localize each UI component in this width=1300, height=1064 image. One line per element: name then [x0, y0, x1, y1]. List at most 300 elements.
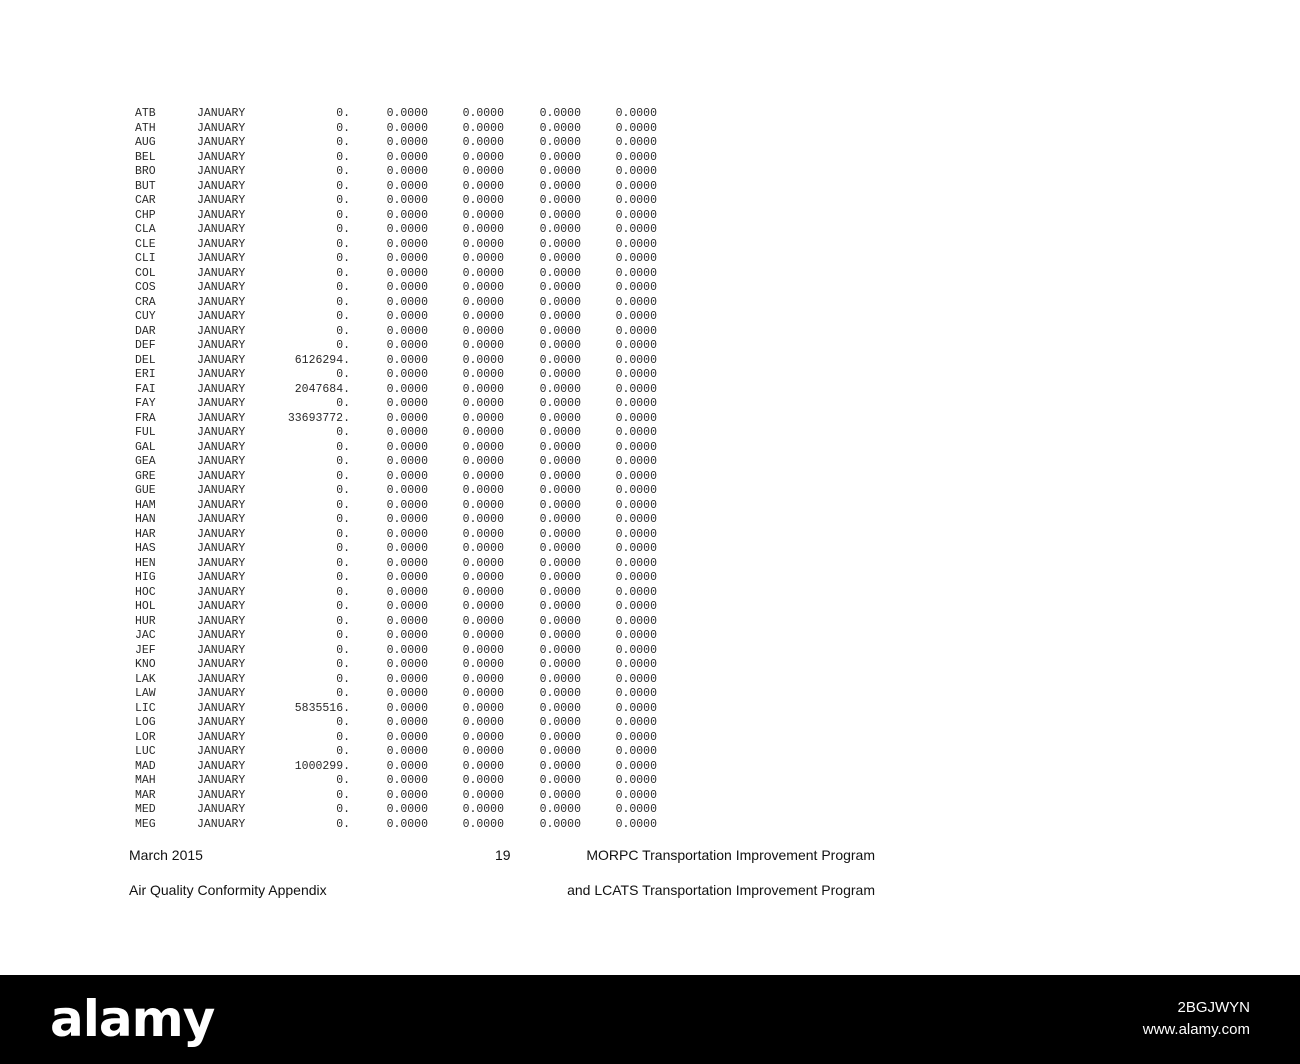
- table-cell: 0.0000: [462, 368, 504, 381]
- table-cell: 0.0000: [539, 281, 581, 294]
- table-cell: 0.0000: [462, 455, 504, 468]
- table-cell: 0.0000: [386, 397, 428, 410]
- table-row: [128, 339, 657, 354]
- table-cell: HIG: [135, 571, 156, 584]
- table-cell: 0.0000: [462, 121, 504, 135]
- watermark-logo: alamy: [50, 990, 215, 1048]
- table-cell: CLA: [135, 223, 156, 236]
- table-row: [128, 165, 657, 180]
- table-row: [128, 209, 657, 224]
- table-cell: LAK: [135, 672, 156, 686]
- table-cell: 0.0000: [615, 179, 657, 193]
- table-cell: 0.0000: [462, 107, 504, 120]
- table-cell: 0.: [336, 397, 350, 410]
- table-row: [128, 484, 657, 499]
- table-cell: 6126294.: [294, 353, 350, 367]
- table-cell: 0.0000: [539, 469, 581, 483]
- table-cell: 0.0000: [615, 223, 657, 236]
- table-cell: 0.0000: [386, 310, 428, 323]
- table-cell: 0.0000: [615, 571, 657, 584]
- table-cell: JANUARY: [197, 281, 246, 294]
- table-cell: 0.0000: [386, 281, 428, 294]
- table-row: [128, 194, 657, 209]
- table-cell: 2047684.: [294, 382, 350, 396]
- table-cell: 0.0000: [386, 252, 428, 265]
- table-cell: 0.0000: [386, 426, 428, 439]
- table-cell: 0.: [336, 614, 350, 628]
- table-row: [128, 760, 657, 775]
- table-cell: 0.0000: [539, 687, 581, 700]
- table-cell: 0.0000: [386, 150, 428, 164]
- table-cell: 0.0000: [615, 513, 657, 526]
- table-row: [128, 368, 657, 383]
- table-row: [128, 774, 657, 789]
- table-cell: JANUARY: [197, 107, 246, 120]
- table-cell: 0.0000: [539, 397, 581, 410]
- table-cell: JANUARY: [197, 440, 246, 454]
- table-cell: 0.0000: [539, 179, 581, 193]
- table-cell: JANUARY: [197, 571, 246, 584]
- table-cell: 0.0000: [615, 136, 657, 149]
- table-cell: 0.0000: [615, 281, 657, 294]
- table-cell: MEG: [135, 817, 156, 831]
- table-cell: 0.0000: [615, 455, 657, 468]
- table-cell: 0.0000: [386, 687, 428, 700]
- table-cell: CUY: [135, 310, 156, 323]
- table-cell: 0.: [336, 136, 350, 149]
- table-cell: 0.0000: [615, 324, 657, 338]
- table-cell: 0.0000: [539, 600, 581, 613]
- table-cell: 0.0000: [462, 266, 504, 280]
- table-cell: MAH: [135, 774, 156, 787]
- table-cell: 0.0000: [615, 368, 657, 381]
- table-cell: HAM: [135, 498, 156, 512]
- table-cell: 0.0000: [386, 542, 428, 555]
- table-row: [128, 397, 657, 412]
- table-cell: LUC: [135, 745, 156, 758]
- table-cell: 0.0000: [615, 295, 657, 309]
- table-cell: 0.0000: [462, 759, 504, 773]
- table-cell: JANUARY: [197, 397, 246, 410]
- table-cell: 0.0000: [462, 498, 504, 512]
- table-cell: JANUARY: [197, 701, 246, 715]
- table-cell: JANUARY: [197, 179, 246, 193]
- table-cell: 0.0000: [386, 295, 428, 309]
- table-cell: 0.0000: [615, 411, 657, 425]
- table-cell: 0.0000: [462, 382, 504, 396]
- table-cell: 0.0000: [462, 527, 504, 541]
- table-cell: BUT: [135, 179, 156, 193]
- table-row: [128, 803, 657, 818]
- table-cell: HOL: [135, 600, 156, 613]
- table-cell: 0.0000: [615, 310, 657, 323]
- table-cell: 0.0000: [539, 484, 581, 497]
- table-row: [128, 412, 657, 427]
- table-cell: 0.0000: [539, 440, 581, 454]
- table-cell: JANUARY: [197, 121, 246, 135]
- table-cell: 1000299.: [294, 759, 350, 773]
- table-cell: 0.: [336, 803, 350, 816]
- table-cell: JANUARY: [197, 208, 246, 222]
- table-cell: 0.: [336, 179, 350, 193]
- table-cell: 0.: [336, 266, 350, 280]
- table-cell: 0.: [336, 440, 350, 454]
- table-cell: LOR: [135, 730, 156, 744]
- table-cell: 0.0000: [539, 817, 581, 831]
- table-cell: 0.0000: [386, 440, 428, 454]
- footer-date: March 2015: [129, 847, 203, 863]
- table-row: [128, 513, 657, 528]
- table-cell: 0.0000: [462, 469, 504, 483]
- table-cell: 0.0000: [539, 774, 581, 787]
- table-cell: JANUARY: [197, 498, 246, 512]
- table-cell: 0.0000: [462, 281, 504, 294]
- table-cell: GAL: [135, 440, 156, 454]
- table-cell: 0.0000: [539, 643, 581, 657]
- table-cell: 0.0000: [615, 397, 657, 410]
- table-cell: ATH: [135, 121, 156, 135]
- table-row: [128, 296, 657, 311]
- table-row: [128, 310, 657, 325]
- table-cell: JANUARY: [197, 817, 246, 831]
- table-row: [128, 252, 657, 267]
- table-cell: JANUARY: [197, 600, 246, 613]
- table-cell: DAR: [135, 324, 156, 338]
- table-cell: 0.0000: [386, 455, 428, 468]
- table-cell: 0.0000: [615, 527, 657, 541]
- table-cell: HAR: [135, 527, 156, 541]
- table-cell: GUE: [135, 484, 156, 497]
- table-cell: 0.0000: [539, 324, 581, 338]
- table-cell: 0.0000: [462, 585, 504, 599]
- table-cell: 0.0000: [386, 469, 428, 483]
- table-cell: 0.0000: [539, 411, 581, 425]
- table-cell: 0.0000: [462, 817, 504, 831]
- table-cell: 0.0000: [539, 759, 581, 773]
- table-row: [128, 281, 657, 296]
- table-cell: 0.0000: [615, 803, 657, 816]
- table-cell: 0.0000: [462, 614, 504, 628]
- table-cell: 0.0000: [615, 165, 657, 178]
- table-cell: 0.0000: [462, 252, 504, 265]
- table-cell: 0.0000: [386, 803, 428, 816]
- table-cell: 0.0000: [615, 658, 657, 671]
- table-cell: 0.0000: [386, 266, 428, 280]
- table-cell: 0.0000: [539, 542, 581, 555]
- table-row: [128, 557, 657, 572]
- table-cell: 0.0000: [615, 672, 657, 686]
- table-cell: 0.0000: [462, 397, 504, 410]
- table-cell: 0.0000: [386, 614, 428, 628]
- table-cell: 0.0000: [462, 513, 504, 526]
- table-cell: 0.: [336, 426, 350, 439]
- table-cell: 0.0000: [462, 353, 504, 367]
- table-cell: 0.: [336, 252, 350, 265]
- table-cell: 0.0000: [386, 339, 428, 352]
- table-row: [128, 615, 657, 630]
- table-cell: 0.: [336, 469, 350, 483]
- table-cell: 0.0000: [539, 208, 581, 222]
- table-row: [128, 542, 657, 557]
- table-cell: 0.0000: [539, 629, 581, 642]
- table-cell: 0.0000: [615, 542, 657, 555]
- table-cell: 0.: [336, 817, 350, 831]
- table-cell: KNO: [135, 658, 156, 671]
- table-cell: 0.0000: [386, 730, 428, 744]
- table-cell: 0.0000: [539, 658, 581, 671]
- table-cell: 0.0000: [615, 788, 657, 802]
- watermark-site: www.alamy.com: [1142, 1021, 1250, 1038]
- table-cell: 0.0000: [615, 339, 657, 352]
- table-row: [128, 687, 657, 702]
- table-cell: 0.0000: [462, 542, 504, 555]
- table-cell: 0.0000: [539, 730, 581, 744]
- table-cell: JANUARY: [197, 542, 246, 555]
- table-cell: JANUARY: [197, 745, 246, 758]
- table-cell: 0.0000: [462, 788, 504, 802]
- table-cell: DEL: [135, 353, 156, 367]
- table-cell: 0.: [336, 745, 350, 758]
- table-cell: HEN: [135, 556, 156, 570]
- table-cell: JANUARY: [197, 556, 246, 570]
- table-cell: 0.0000: [462, 745, 504, 758]
- table-cell: 0.0000: [462, 310, 504, 323]
- table-cell: 0.: [336, 774, 350, 787]
- table-cell: JANUARY: [197, 455, 246, 468]
- table-cell: 0.0000: [386, 745, 428, 758]
- table-cell: HOC: [135, 585, 156, 599]
- footer-program-subtitle: and LCATS Transportation Improvement Program: [567, 882, 875, 898]
- table-row: [128, 180, 657, 195]
- table-cell: 0.0000: [615, 107, 657, 120]
- table-cell: GEA: [135, 455, 156, 468]
- table-cell: JANUARY: [197, 527, 246, 541]
- table-cell: AUG: [135, 136, 156, 149]
- table-cell: JANUARY: [197, 237, 246, 251]
- table-cell: 0.: [336, 643, 350, 657]
- table-cell: LOG: [135, 716, 156, 729]
- table-cell: 0.0000: [462, 324, 504, 338]
- table-body: [128, 107, 657, 832]
- table-cell: 0.0000: [615, 774, 657, 787]
- table-cell: 0.0000: [539, 672, 581, 686]
- table-cell: JANUARY: [197, 788, 246, 802]
- table-cell: 0.: [336, 194, 350, 207]
- table-cell: 0.0000: [462, 208, 504, 222]
- table-cell: 0.: [336, 600, 350, 613]
- table-cell: 0.0000: [615, 643, 657, 657]
- table-cell: 0.0000: [386, 788, 428, 802]
- table-cell: JANUARY: [197, 658, 246, 671]
- table-cell: DEF: [135, 339, 156, 352]
- table-cell: JEF: [135, 643, 156, 657]
- table-cell: 0.0000: [386, 600, 428, 613]
- table-cell: 0.0000: [539, 295, 581, 309]
- table-cell: LIC: [135, 701, 156, 715]
- table-cell: JANUARY: [197, 730, 246, 744]
- table-cell: HAS: [135, 542, 156, 555]
- table-row: [128, 223, 657, 238]
- table-cell: 0.0000: [386, 121, 428, 135]
- table-row: [128, 151, 657, 166]
- table-cell: 0.0000: [615, 585, 657, 599]
- table-cell: 0.0000: [615, 498, 657, 512]
- table-cell: JANUARY: [197, 324, 246, 338]
- table-cell: 0.: [336, 281, 350, 294]
- table-cell: 0.: [336, 150, 350, 164]
- table-cell: 0.0000: [615, 237, 657, 251]
- table-row: [128, 818, 657, 833]
- table-cell: 0.0000: [462, 556, 504, 570]
- table-cell: 0.0000: [539, 556, 581, 570]
- table-cell: 0.0000: [539, 223, 581, 236]
- table-cell: JANUARY: [197, 687, 246, 700]
- table-cell: 0.0000: [539, 513, 581, 526]
- table-cell: 0.: [336, 556, 350, 570]
- table-row: [128, 267, 657, 282]
- table-row: [128, 731, 657, 746]
- table-cell: JANUARY: [197, 803, 246, 816]
- table-row: [128, 470, 657, 485]
- table-cell: 0.0000: [539, 353, 581, 367]
- table-cell: 0.0000: [615, 266, 657, 280]
- table-cell: 0.0000: [386, 585, 428, 599]
- table-cell: MAR: [135, 788, 156, 802]
- table-cell: 0.0000: [462, 774, 504, 787]
- table-cell: 0.0000: [462, 672, 504, 686]
- table-cell: JANUARY: [197, 136, 246, 149]
- table-cell: 0.0000: [462, 136, 504, 149]
- table-cell: 0.0000: [386, 194, 428, 207]
- table-cell: 0.0000: [539, 194, 581, 207]
- table-row: [128, 136, 657, 151]
- footer-program-title: MORPC Transportation Improvement Program: [586, 847, 875, 863]
- table-cell: JANUARY: [197, 223, 246, 236]
- table-cell: 0.0000: [386, 629, 428, 642]
- table-cell: JANUARY: [197, 629, 246, 642]
- table-cell: 0.: [336, 658, 350, 671]
- table-cell: JANUARY: [197, 411, 246, 425]
- table-cell: 0.0000: [462, 295, 504, 309]
- table-cell: JANUARY: [197, 266, 246, 280]
- table-cell: 0.: [336, 223, 350, 236]
- table-cell: 0.0000: [539, 107, 581, 120]
- table-row: [128, 441, 657, 456]
- table-cell: 0.: [336, 237, 350, 251]
- table-cell: 0.0000: [539, 426, 581, 439]
- table-cell: 0.: [336, 339, 350, 352]
- table-cell: 0.0000: [615, 382, 657, 396]
- table-cell: 0.0000: [462, 440, 504, 454]
- table-cell: 0.0000: [462, 730, 504, 744]
- footer-appendix-title: Air Quality Conformity Appendix: [129, 882, 327, 898]
- table-cell: CRA: [135, 295, 156, 309]
- table-cell: 0.0000: [539, 121, 581, 135]
- table-cell: 0.: [336, 788, 350, 802]
- table-cell: MAD: [135, 759, 156, 773]
- table-cell: 0.0000: [539, 527, 581, 541]
- table-cell: 0.0000: [539, 382, 581, 396]
- table-cell: 0.: [336, 585, 350, 599]
- table-cell: 0.0000: [539, 585, 581, 599]
- table-cell: 0.: [336, 498, 350, 512]
- table-cell: 0.0000: [615, 121, 657, 135]
- table-cell: 0.0000: [615, 469, 657, 483]
- emissions-data-table: [128, 107, 657, 832]
- table-cell: 0.0000: [386, 701, 428, 715]
- table-cell: 0.: [336, 165, 350, 178]
- table-cell: 0.: [336, 295, 350, 309]
- table-cell: JANUARY: [197, 382, 246, 396]
- table-cell: JANUARY: [197, 150, 246, 164]
- table-cell: FUL: [135, 426, 156, 439]
- table-cell: 0.0000: [462, 237, 504, 251]
- table-cell: FAI: [135, 382, 156, 396]
- table-row: [128, 745, 657, 760]
- table-cell: 0.0000: [386, 165, 428, 178]
- table-cell: JANUARY: [197, 469, 246, 483]
- table-cell: 0.0000: [615, 208, 657, 222]
- table-cell: 0.0000: [615, 150, 657, 164]
- table-cell: 0.0000: [615, 353, 657, 367]
- table-cell: 0.0000: [386, 513, 428, 526]
- table-cell: 0.0000: [615, 716, 657, 729]
- table-cell: 0.0000: [386, 484, 428, 497]
- table-cell: 0.0000: [462, 600, 504, 613]
- table-cell: 0.: [336, 484, 350, 497]
- table-cell: COL: [135, 266, 156, 280]
- table-cell: LAW: [135, 687, 156, 700]
- table-cell: 0.0000: [539, 803, 581, 816]
- table-row: [128, 716, 657, 731]
- table-cell: 0.0000: [386, 643, 428, 657]
- table-cell: 0.0000: [386, 774, 428, 787]
- table-row: [128, 107, 657, 122]
- table-cell: CLI: [135, 252, 156, 265]
- watermark-image-id: 2BGJWYN: [1177, 999, 1250, 1016]
- table-cell: 0.0000: [539, 498, 581, 512]
- table-cell: 0.0000: [462, 687, 504, 700]
- table-cell: HAN: [135, 513, 156, 526]
- table-cell: JANUARY: [197, 194, 246, 207]
- table-cell: 0.0000: [462, 426, 504, 439]
- table-cell: 0.0000: [539, 716, 581, 729]
- table-row: [128, 383, 657, 398]
- table-cell: 0.0000: [615, 745, 657, 758]
- table-cell: 0.0000: [615, 426, 657, 439]
- table-cell: 0.0000: [386, 672, 428, 686]
- table-cell: HUR: [135, 614, 156, 628]
- table-cell: 33693772.: [287, 411, 350, 425]
- table-cell: JANUARY: [197, 165, 246, 178]
- table-cell: 0.0000: [615, 556, 657, 570]
- table-cell: 0.0000: [386, 382, 428, 396]
- table-cell: ERI: [135, 368, 156, 381]
- table-cell: JANUARY: [197, 339, 246, 352]
- table-cell: JANUARY: [197, 585, 246, 599]
- table-cell: 0.0000: [615, 701, 657, 715]
- table-cell: 0.0000: [462, 150, 504, 164]
- table-cell: JANUARY: [197, 484, 246, 497]
- table-cell: 0.0000: [386, 716, 428, 729]
- table-cell: BEL: [135, 150, 156, 164]
- table-cell: 0.0000: [539, 455, 581, 468]
- table-cell: JANUARY: [197, 295, 246, 309]
- table-cell: 0.0000: [615, 600, 657, 613]
- table-cell: 0.0000: [386, 223, 428, 236]
- table-cell: 0.0000: [615, 614, 657, 628]
- table-cell: 0.: [336, 716, 350, 729]
